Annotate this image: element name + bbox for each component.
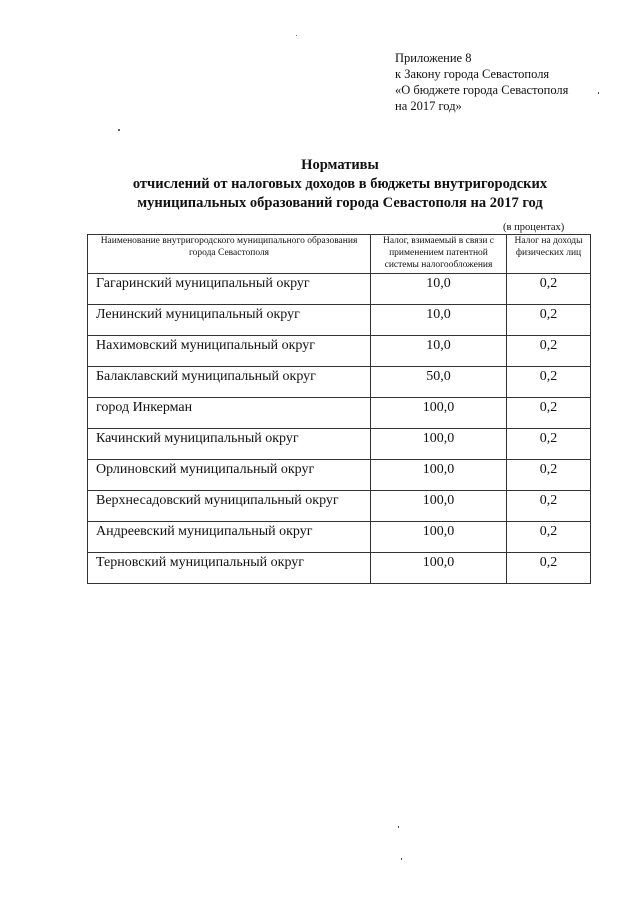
appendix-line: на 2017 год» — [395, 99, 462, 113]
patent-tax-value: 10,0 — [371, 274, 507, 305]
title-line: муниципальных образований города Севастополя на 2017 год — [137, 195, 543, 211]
table-row — [88, 460, 591, 491]
patent-tax-value: 100,0 — [371, 398, 507, 429]
patent-tax-value: 10,0 — [371, 336, 507, 367]
scan-speck — [398, 826, 399, 828]
appendix-line: Приложение 8 — [395, 51, 472, 65]
patent-tax-value: 10,0 — [371, 305, 507, 336]
header-municipality: Наименование внутригородского муниципального образования города Севастополя — [88, 235, 371, 274]
income-tax-value: 0,2 — [507, 367, 591, 398]
scan-speck — [296, 35, 297, 36]
patent-tax-value: 100,0 — [371, 522, 507, 553]
table-row — [88, 305, 591, 336]
document-title — [60, 156, 620, 213]
appendix-line: «О бюджете города Севастополя — [395, 83, 569, 97]
units-note: (в процентах) — [503, 222, 565, 233]
municipality-name: Верхнесадовский муниципальный округ — [88, 491, 371, 522]
header-patent-tax: Налог, взимаемый в связи с применением патентной системы налогообложения — [371, 235, 507, 274]
municipality-name: город Инкерман — [88, 398, 371, 429]
patent-tax-value: 100,0 — [371, 553, 507, 584]
title-line: Нормативы — [301, 157, 379, 173]
scan-speck — [598, 92, 599, 94]
header-income-tax: Налог на доходы физических лиц — [507, 235, 591, 274]
income-tax-value: 0,2 — [507, 398, 591, 429]
table-header-row — [88, 235, 591, 274]
patent-tax-value: 100,0 — [371, 460, 507, 491]
municipality-name: Андреевский муниципальный округ — [88, 522, 371, 553]
income-tax-value: 0,2 — [507, 274, 591, 305]
appendix-note — [395, 50, 625, 114]
income-tax-value: 0,2 — [507, 522, 591, 553]
table-row — [88, 336, 591, 367]
table-row — [88, 429, 591, 460]
municipality-name: Терновский муниципальный округ — [88, 553, 371, 584]
municipality-name: Нахимовский муниципальный округ — [88, 336, 371, 367]
scan-speck — [118, 129, 120, 131]
patent-tax-value: 100,0 — [371, 491, 507, 522]
table-row — [88, 398, 591, 429]
table-row — [88, 491, 591, 522]
appendix-line: к Закону города Севастополя — [395, 67, 550, 81]
table-row — [88, 367, 591, 398]
income-tax-value: 0,2 — [507, 491, 591, 522]
table-row — [88, 522, 591, 553]
title-line: отчислений от налоговых доходов в бюджеты внутригородских — [132, 176, 548, 192]
income-tax-value: 0,2 — [507, 336, 591, 367]
income-tax-value: 0,2 — [507, 460, 591, 491]
municipality-name: Орлиновский муниципальный округ — [88, 460, 371, 491]
norms-table — [87, 234, 591, 584]
municipality-name: Балаклавский муниципальный округ — [88, 367, 371, 398]
municipality-name: Гагаринский муниципальный округ — [88, 274, 371, 305]
municipality-name: Ленинский муниципальный округ — [88, 305, 371, 336]
income-tax-value: 0,2 — [507, 553, 591, 584]
scan-speck — [401, 858, 402, 860]
income-tax-value: 0,2 — [507, 305, 591, 336]
income-tax-value: 0,2 — [507, 429, 591, 460]
patent-tax-value: 100,0 — [371, 429, 507, 460]
patent-tax-value: 50,0 — [371, 367, 507, 398]
table-row — [88, 553, 591, 584]
table-row — [88, 274, 591, 305]
municipality-name: Качинский муниципальный округ — [88, 429, 371, 460]
